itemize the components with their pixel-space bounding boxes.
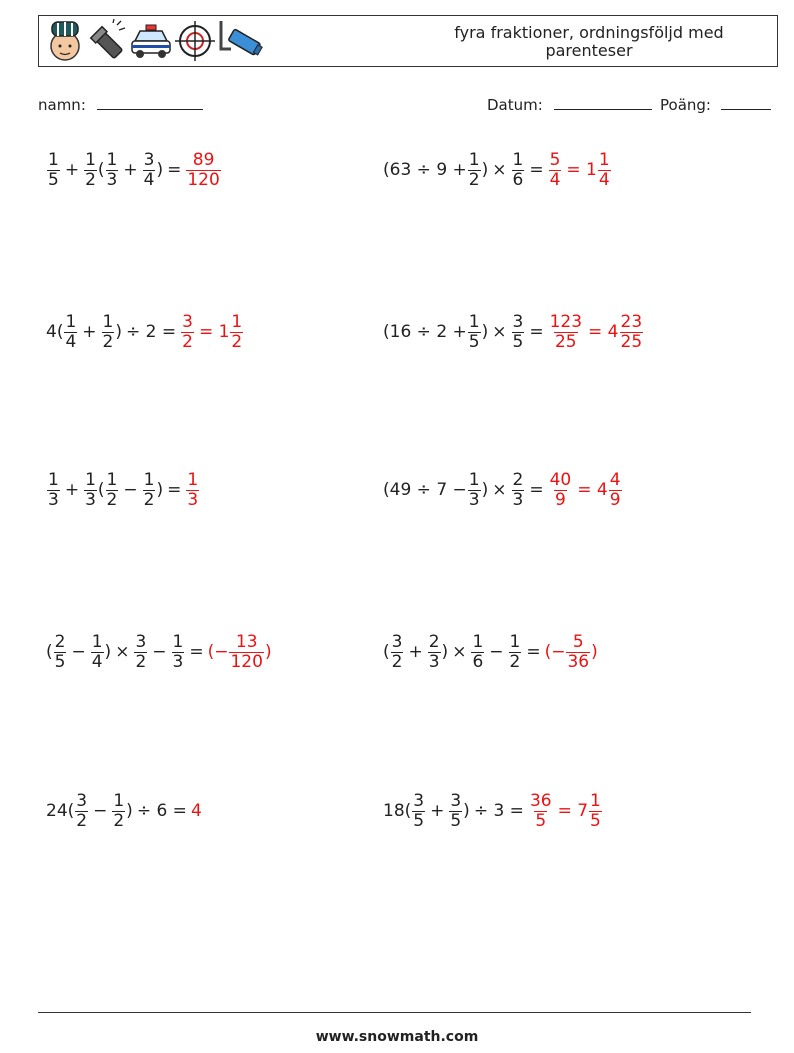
problem-2 — [383, 145, 612, 195]
fraction — [468, 313, 481, 352]
title-line-2: parenteser — [545, 41, 633, 60]
expression-text: + — [64, 160, 80, 180]
expression-text: ) — [481, 160, 489, 180]
denominator: 3 — [428, 651, 440, 672]
denominator: 5 — [54, 651, 66, 672]
numerator: 3 — [76, 790, 88, 811]
denominator: 3 — [512, 489, 524, 510]
answer-mixed-whole: = 1 — [566, 160, 597, 180]
denominator: 2 — [106, 489, 118, 510]
answer-fraction — [549, 151, 562, 190]
fraction — [64, 313, 77, 352]
denominator: 2 — [135, 651, 147, 672]
numerator: 1 — [468, 311, 480, 332]
problem-7 — [46, 627, 272, 677]
denominator: 2 — [102, 331, 114, 352]
fraction — [143, 151, 156, 190]
fraction — [471, 633, 484, 672]
expression-text: ) — [115, 322, 122, 342]
denominator: 3 — [106, 169, 118, 190]
flashlight-icon — [87, 19, 127, 63]
expression-text: ) — [126, 801, 133, 821]
numerator: 1 — [512, 149, 524, 170]
problem-8 — [383, 627, 598, 677]
numerator: 1 — [106, 469, 118, 490]
denominator: 5 — [450, 810, 462, 831]
expression-text: ( — [46, 642, 53, 662]
fraction — [47, 471, 60, 510]
answer-mixed-fraction — [230, 313, 243, 352]
numerator: 1 — [231, 311, 243, 332]
denominator: 5 — [535, 810, 547, 831]
fraction — [509, 633, 522, 672]
problem-10 — [383, 786, 603, 836]
expression-text: ) — [481, 322, 489, 342]
numerator: 3 — [450, 790, 462, 811]
numerator: 5 — [572, 631, 584, 652]
expression-text: ) — [591, 642, 598, 662]
fraction — [428, 633, 441, 672]
expression-text: (49 ÷ 7 − — [383, 480, 467, 500]
answer-mixed-whole: = 4 — [588, 322, 619, 342]
numerator: 1 — [187, 469, 199, 490]
expression-text: ) — [481, 480, 489, 500]
denominator: 4 — [549, 169, 561, 190]
numerator: 1 — [48, 469, 59, 490]
denominator: 9 — [554, 489, 566, 510]
expression-text: = — [526, 642, 541, 662]
numerator: 123 — [549, 311, 583, 332]
score-field — [660, 95, 771, 114]
numerator: 2 — [428, 631, 440, 652]
fraction — [84, 471, 97, 510]
problem-1 — [46, 145, 222, 195]
numerator: 3 — [391, 631, 403, 652]
expression-text: ( — [383, 642, 390, 662]
fraction — [91, 633, 104, 672]
numerator: 3 — [182, 311, 193, 332]
numerator: 1 — [91, 631, 103, 652]
score-blank[interactable] — [721, 95, 771, 110]
name-blank[interactable] — [97, 95, 203, 110]
answer-mixed-fraction — [598, 151, 611, 190]
numerator: 3 — [143, 149, 155, 170]
fraction — [134, 633, 147, 672]
numerator: 1 — [172, 631, 184, 652]
expression-text: = — [529, 322, 544, 342]
problem-4 — [383, 307, 644, 357]
expression-text: + — [82, 322, 97, 342]
answer-fraction — [186, 471, 199, 510]
expression-text: + — [430, 801, 445, 821]
denominator: 2 — [85, 169, 96, 190]
expression-text: − — [71, 642, 86, 662]
numerator: 89 — [192, 149, 215, 170]
numerator: 36 — [529, 790, 552, 811]
fraction — [512, 313, 525, 352]
problem-9 — [46, 786, 202, 836]
score-label: Poäng: — [660, 96, 711, 114]
answer-fraction — [529, 792, 553, 831]
numerator: 2 — [54, 631, 66, 652]
expression-text: 24( — [46, 801, 75, 821]
name-label: namn: — [38, 96, 86, 114]
expression-text: = — [189, 642, 204, 662]
numerator: 1 — [65, 311, 77, 332]
answer-fraction — [549, 313, 583, 352]
problem-3 — [46, 307, 244, 357]
denominator: 5 — [590, 810, 601, 831]
denominator: 2 — [509, 651, 521, 672]
expression-text: 18( — [383, 801, 412, 821]
date-blank[interactable] — [554, 95, 652, 110]
expression-text: ÷ 2 = — [126, 322, 177, 342]
answer-mixed-fraction — [620, 313, 644, 352]
prisoner-icon — [45, 19, 85, 63]
problem-6 — [383, 465, 623, 515]
expression-text: = — [167, 160, 182, 180]
fraction — [143, 471, 156, 510]
expression-text: − — [93, 801, 108, 821]
header-icons — [45, 19, 265, 63]
denominator: 6 — [472, 651, 484, 672]
surveillance-camera-icon — [217, 19, 265, 63]
expression-text: ( — [97, 480, 105, 500]
footer-site: www.snowmath.com — [315, 1029, 479, 1045]
fraction — [468, 151, 481, 190]
title-line-1: fyra fraktioner, ordningsföljd med — [454, 23, 724, 42]
problem-5 — [46, 465, 200, 515]
answer-fraction — [229, 633, 263, 672]
denominator: 2 — [182, 331, 193, 352]
fraction — [106, 151, 119, 190]
denominator: 120 — [187, 169, 220, 190]
police-car-icon — [129, 19, 173, 63]
numerator: 1 — [85, 149, 96, 170]
worksheet-title — [419, 24, 759, 60]
date-field — [487, 95, 652, 114]
date-label: Datum: — [487, 96, 543, 114]
numerator: 1 — [598, 149, 610, 170]
answer-mixed-whole: = 4 — [577, 480, 608, 500]
expression-text: (63 ÷ 9 + — [383, 160, 467, 180]
answer-fraction — [549, 471, 573, 510]
expression-text: + — [408, 642, 423, 662]
fraction — [102, 313, 115, 352]
numerator: 4 — [609, 469, 621, 490]
fraction — [75, 792, 88, 831]
numerator: 1 — [113, 790, 125, 811]
numerator: 3 — [135, 631, 147, 652]
expression-text: ) — [156, 480, 164, 500]
numerator: 1 — [509, 631, 521, 652]
denominator: 4 — [91, 651, 103, 672]
denominator: 2 — [231, 331, 243, 352]
numerator: 5 — [549, 149, 561, 170]
numerator: 1 — [85, 469, 96, 490]
answer-fraction — [186, 151, 220, 190]
expression-text: = — [167, 480, 182, 500]
denominator: 2 — [76, 810, 88, 831]
denominator: 3 — [172, 651, 184, 672]
denominator: 2 — [143, 489, 155, 510]
numerator: 1 — [468, 149, 480, 170]
expression-text: ) — [441, 642, 449, 662]
denominator: 120 — [230, 651, 263, 672]
expression-text: × — [492, 322, 507, 342]
answer-mixed-fraction — [589, 792, 602, 831]
numerator: 1 — [472, 631, 484, 652]
expression-text: + — [64, 480, 80, 500]
expression-text: − — [123, 480, 138, 500]
denominator: 3 — [468, 489, 480, 510]
answer-fraction — [566, 633, 590, 672]
expression-text: ) — [463, 801, 470, 821]
fraction — [512, 151, 525, 190]
denominator: 36 — [567, 651, 590, 672]
fraction — [468, 471, 481, 510]
expression-text: − — [489, 642, 504, 662]
fraction — [449, 792, 462, 831]
fraction — [47, 151, 60, 190]
numerator: 1 — [590, 790, 601, 811]
denominator: 5 — [512, 331, 524, 352]
numerator: 1 — [106, 149, 118, 170]
answer-fraction — [181, 313, 194, 352]
expression-text: (16 ÷ 2 + — [383, 322, 467, 342]
expression-text: (− — [207, 642, 229, 662]
expression-text: ÷ 6 = — [136, 801, 187, 821]
numerator: 1 — [143, 469, 155, 490]
expression-text: ) — [156, 160, 164, 180]
denominator: 3 — [85, 489, 96, 510]
denominator: 3 — [187, 489, 199, 510]
expression-text: ( — [97, 160, 105, 180]
fraction — [391, 633, 404, 672]
denominator: 4 — [143, 169, 155, 190]
footer-divider — [38, 1012, 751, 1013]
numerator: 40 — [549, 469, 572, 490]
fraction — [54, 633, 67, 672]
numerator: 3 — [512, 311, 524, 332]
answer-value: 4 — [190, 801, 202, 821]
denominator: 5 — [48, 169, 59, 190]
numerator: 1 — [468, 469, 480, 490]
denominator: 25 — [620, 331, 643, 352]
numerator: 2 — [512, 469, 524, 490]
worksheet-header — [38, 15, 778, 67]
denominator: 2 — [391, 651, 403, 672]
crosshair-icon — [175, 19, 215, 63]
expression-text: × — [492, 480, 507, 500]
fraction — [412, 792, 425, 831]
denominator: 25 — [554, 331, 577, 352]
numerator: 1 — [48, 149, 59, 170]
numerator: 23 — [620, 311, 643, 332]
expression-text: ) — [264, 642, 272, 662]
name-field — [38, 95, 203, 114]
denominator: 4 — [598, 169, 610, 190]
denominator: 9 — [609, 489, 621, 510]
fraction — [112, 792, 125, 831]
numerator: 3 — [413, 790, 425, 811]
expression-text: × — [492, 160, 507, 180]
expression-text: = — [529, 160, 544, 180]
expression-text: = — [529, 480, 544, 500]
answer-mixed-fraction — [609, 471, 622, 510]
expression-text: + — [123, 160, 138, 180]
expression-text: ÷ 3 = — [473, 801, 524, 821]
fraction — [84, 151, 97, 190]
expression-text: (− — [544, 642, 566, 662]
fraction — [106, 471, 119, 510]
denominator: 2 — [468, 169, 480, 190]
denominator: 3 — [48, 489, 59, 510]
expression-text: ) — [104, 642, 112, 662]
denominator: 4 — [65, 331, 77, 352]
fraction — [512, 471, 525, 510]
expression-text: × — [452, 642, 467, 662]
denominator: 6 — [512, 169, 524, 190]
denominator: 5 — [413, 810, 425, 831]
expression-text: × — [115, 642, 130, 662]
numerator: 1 — [102, 311, 114, 332]
denominator: 5 — [468, 331, 480, 352]
expression-text: 4( — [46, 322, 64, 342]
expression-text: − — [152, 642, 167, 662]
denominator: 2 — [113, 810, 125, 831]
numerator: 13 — [235, 631, 258, 652]
fraction — [172, 633, 185, 672]
answer-mixed-whole: = 7 — [557, 801, 589, 821]
answer-mixed-whole: = 1 — [198, 322, 230, 342]
